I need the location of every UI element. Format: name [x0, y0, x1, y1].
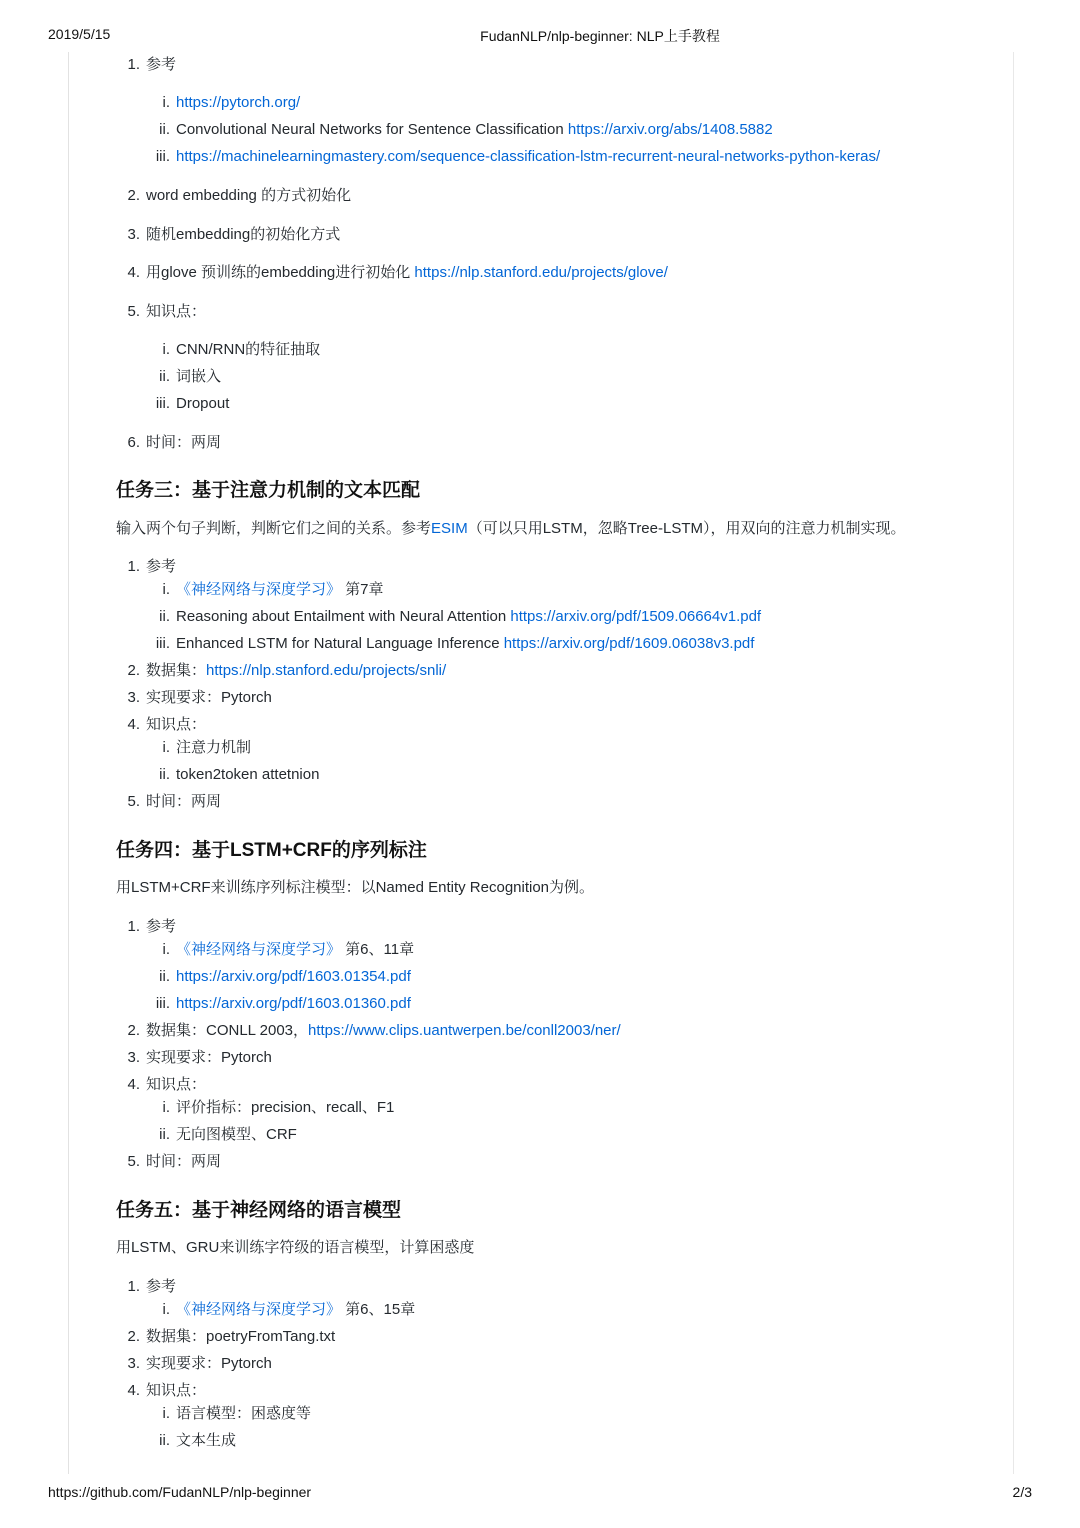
- link-nndl-book[interactable]: 《神经网络与深度学习》: [176, 581, 342, 598]
- list-text: 第7章: [341, 581, 384, 598]
- list-text: 时间：两周: [146, 793, 222, 810]
- print-footer-url: https://github.com/FudanNLP/nlp-beginner: [48, 1484, 312, 1500]
- list-text: 时间：两周: [146, 434, 222, 451]
- list-marker: 1.: [127, 558, 140, 575]
- list-marker: 5.: [127, 303, 140, 320]
- list-item: [124, 688, 272, 708]
- list-marker: i.: [162, 94, 170, 111]
- list-item: [124, 1277, 176, 1297]
- list-text: 时间：两周: [146, 1153, 222, 1170]
- list-text: 知识点：: [146, 1076, 207, 1093]
- link-pytorch[interactable]: https://pytorch.org/: [176, 94, 301, 111]
- content-left-border: [68, 52, 69, 1474]
- list-marker: ii.: [159, 1126, 170, 1143]
- list-text: Reasoning about Entailment with Neural Attention: [176, 608, 511, 625]
- section-description: 用LSTM、GRU来训练字符级的语言模型，计算困惑度: [116, 1239, 475, 1256]
- section-heading-task5: 任务五：基于神经网络的语言模型: [116, 1200, 402, 1221]
- link-arxiv-1509[interactable]: https://arxiv.org/pdf/1509.06664v1.pdf: [510, 608, 762, 625]
- list-text: 随机embedding的初始化方式: [146, 226, 341, 243]
- list-marker: ii.: [159, 1432, 170, 1449]
- list-item: [124, 792, 221, 812]
- list-text: 实现要求：Pytorch: [146, 1355, 272, 1372]
- list-marker: ii.: [159, 766, 170, 783]
- list-text: 用glove 预训练的embedding进行初始化: [146, 264, 415, 281]
- list-text: 注意力机制: [176, 739, 252, 756]
- list-text: 知识点：: [146, 716, 207, 733]
- list-text: 实现要求：Pytorch: [146, 689, 272, 706]
- list-text: 知识点：: [146, 303, 207, 320]
- list-item: [124, 225, 340, 245]
- list-marker: iii.: [155, 635, 170, 652]
- list-text: 实现要求：Pytorch: [146, 1049, 272, 1066]
- list-marker: 4.: [127, 1382, 140, 1399]
- list-item: [124, 1048, 272, 1068]
- list-text: 参考: [146, 918, 177, 935]
- list-item: [148, 634, 754, 654]
- list-item: [124, 1327, 335, 1347]
- list-marker: i.: [162, 739, 170, 756]
- list-item: [148, 607, 761, 627]
- list-marker: 2.: [127, 1022, 140, 1039]
- list-text: 第6、11章: [341, 941, 415, 958]
- list-item: [124, 1152, 221, 1172]
- list-item: [148, 765, 319, 785]
- list-item: [148, 1300, 415, 1320]
- list-marker: 3.: [127, 1049, 140, 1066]
- link-arxiv-1408[interactable]: https://arxiv.org/abs/1408.5882: [567, 121, 773, 138]
- link-nndl-book[interactable]: 《神经网络与深度学习》: [176, 941, 342, 958]
- list-marker: 4.: [127, 1076, 140, 1093]
- list-item: [124, 433, 221, 453]
- list-marker: 6.: [127, 434, 140, 451]
- link-glove[interactable]: https://nlp.stanford.edu/projects/glove/: [414, 264, 668, 281]
- list-text: Enhanced LSTM for Natural Language Inference: [176, 635, 504, 652]
- section-heading-task4: 任务四：基于LSTM+CRF的序列标注: [116, 840, 427, 861]
- list-marker: ii.: [159, 368, 170, 385]
- list-item: [124, 661, 446, 681]
- list-item: [148, 1404, 311, 1424]
- list-text: 知识点：: [146, 1382, 207, 1399]
- link-snli[interactable]: https://nlp.stanford.edu/projects/snli/: [206, 662, 447, 679]
- list-marker: 1.: [127, 918, 140, 935]
- list-marker: i.: [162, 341, 170, 358]
- list-item: [124, 715, 206, 735]
- link-conll2003[interactable]: https://www.clips.uantwerpen.be/conll2003/ner/: [308, 1022, 621, 1039]
- list-item: [124, 302, 206, 322]
- list-item: [124, 186, 351, 206]
- list-item: [124, 1354, 272, 1374]
- print-page-number: 2/3: [1012, 1484, 1032, 1500]
- list-item: [148, 994, 411, 1014]
- list-item: [124, 55, 176, 75]
- list-item: [148, 940, 414, 960]
- list-item: [148, 1098, 394, 1118]
- list-marker: ii.: [159, 121, 170, 138]
- list-item: [124, 1021, 621, 1041]
- list-text: 评价指标：precision、recall、F1: [176, 1099, 395, 1116]
- list-text: 数据集：poetryFromTang.txt: [146, 1328, 336, 1345]
- list-item: [148, 1431, 236, 1451]
- list-marker: 1.: [127, 1278, 140, 1295]
- list-text: 数据集：CONLL 2003，: [146, 1022, 308, 1039]
- list-item: [148, 580, 384, 600]
- list-marker: 2.: [127, 662, 140, 679]
- list-item: [148, 340, 320, 360]
- list-text: Convolutional Neural Networks for Sentence Classification: [176, 121, 568, 138]
- list-item: [124, 1075, 206, 1095]
- list-marker: 4.: [127, 264, 140, 281]
- list-text: 参考: [146, 56, 177, 73]
- list-text: word embedding 的方式初始化: [146, 187, 352, 204]
- link-nndl-book[interactable]: 《神经网络与深度学习》: [176, 1301, 342, 1318]
- list-text: 数据集：: [146, 662, 207, 679]
- list-marker: ii.: [159, 608, 170, 625]
- list-item: [148, 367, 221, 387]
- print-title: FudanNLP/nlp-beginner: NLP上手教程: [480, 28, 720, 44]
- list-marker: i.: [162, 941, 170, 958]
- list-item: [124, 557, 176, 577]
- print-date: 2019/5/15: [48, 26, 111, 42]
- desc-text: 输入两个句子判断，判断它们之间的关系。参考: [116, 520, 432, 537]
- desc-text: （可以只用LSTM，忽略Tree-LSTM），用双向的注意力机制实现。: [467, 520, 906, 537]
- list-item: [148, 93, 300, 113]
- list-marker: i.: [162, 1099, 170, 1116]
- list-item: [124, 263, 668, 283]
- list-marker: i.: [162, 1301, 170, 1318]
- list-marker: ii.: [159, 968, 170, 985]
- list-text: 参考: [146, 558, 177, 575]
- list-text: 参考: [146, 1278, 177, 1295]
- list-marker: i.: [162, 1405, 170, 1422]
- link-arxiv-1603-01360[interactable]: https://arxiv.org/pdf/1603.01360.pdf: [176, 995, 411, 1012]
- list-text: 无向图模型、CRF: [176, 1126, 297, 1143]
- list-marker: iii.: [155, 148, 170, 165]
- content-right-border: [1013, 52, 1014, 1474]
- list-marker: 4.: [127, 716, 140, 733]
- list-marker: 2.: [127, 1328, 140, 1345]
- list-text: token2token attetnion: [176, 766, 320, 783]
- list-item: [148, 147, 880, 167]
- list-item: [148, 967, 411, 987]
- list-text: CNN/RNN的特征抽取: [176, 341, 321, 358]
- list-marker: 2.: [127, 187, 140, 204]
- list-text: 语言模型：困惑度等: [176, 1405, 312, 1422]
- list-item: [124, 917, 176, 937]
- list-marker: 3.: [127, 1355, 140, 1372]
- list-text: 文本生成: [176, 1432, 237, 1449]
- section-heading-task3: 任务三：基于注意力机制的文本匹配: [116, 480, 421, 501]
- list-item: [148, 394, 229, 414]
- list-item: [148, 738, 251, 758]
- list-item: [148, 1125, 297, 1145]
- list-marker: 5.: [127, 793, 140, 810]
- link-mlmastery[interactable]: https://machinelearningmastery.com/sequence-classification-lstm-recurrent-neural-networks-python-keras/: [176, 148, 881, 165]
- list-marker: i.: [162, 581, 170, 598]
- list-item: [124, 1381, 206, 1401]
- list-marker: 3.: [127, 689, 140, 706]
- link-arxiv-1603-01354[interactable]: https://arxiv.org/pdf/1603.01354.pdf: [176, 968, 411, 985]
- list-text: 第6、15章: [341, 1301, 416, 1318]
- list-marker: 3.: [127, 226, 140, 243]
- list-text: Dropout: [176, 395, 230, 412]
- list-marker: 5.: [127, 1153, 140, 1170]
- section-description: 用LSTM+CRF来训练序列标注模型：以Named Entity Recognition为例。: [116, 879, 595, 896]
- list-marker: 1.: [127, 56, 140, 73]
- list-text: 词嵌入: [176, 368, 222, 385]
- list-marker: iii.: [155, 995, 170, 1012]
- section-description: [116, 519, 906, 539]
- list-item: [148, 120, 773, 140]
- link-esim[interactable]: ESIM: [431, 520, 468, 537]
- link-arxiv-1609[interactable]: https://arxiv.org/pdf/1609.06038v3.pdf: [503, 635, 755, 652]
- list-marker: iii.: [155, 395, 170, 412]
